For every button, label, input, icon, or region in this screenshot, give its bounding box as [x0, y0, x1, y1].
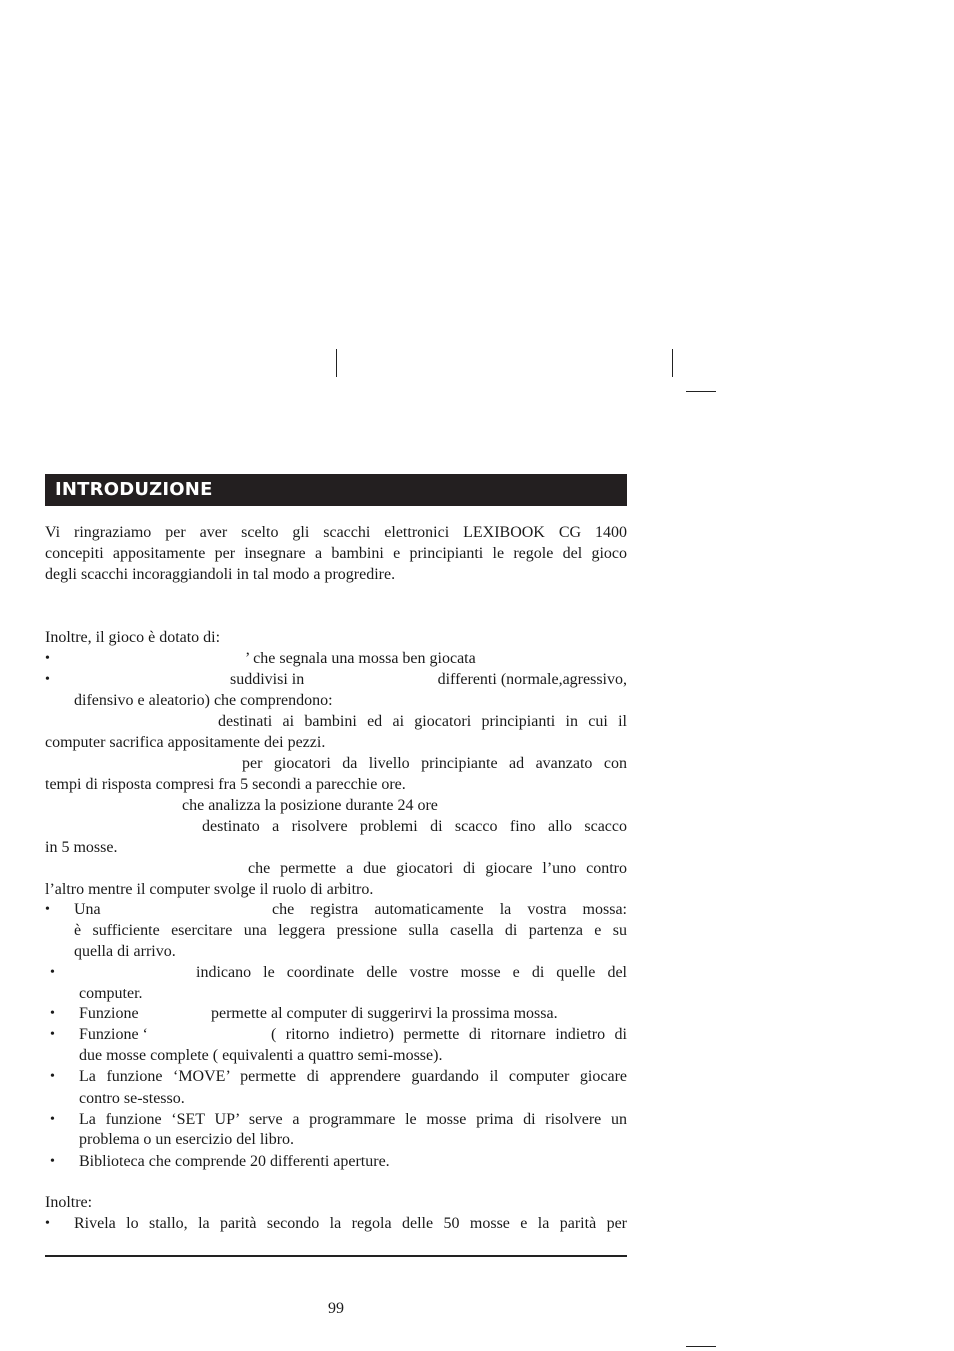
feature-2-text-c: difensivo e aleatorio) che comprendono: — [74, 692, 333, 709]
crop-mark-top-right — [686, 391, 716, 392]
feature-7-line-a — [79, 1066, 627, 1087]
feature-6-right-line — [271, 1024, 627, 1045]
mode-2-text-a: per giocatori da livello principiante ad avanzato con — [242, 755, 627, 772]
mode-5-line-a — [248, 858, 627, 879]
bullet-4: • — [50, 965, 55, 980]
intro-text-1: Vi ringraziamo per aver scelto gli scacchi elettronici LEXIBOOK CG 1400 — [45, 524, 627, 541]
feature-4-line-b: computer. — [79, 985, 143, 1002]
section-header — [45, 474, 627, 506]
mode-1-line-b: computer sacrifica appositamente dei pezzi. — [45, 734, 326, 751]
mode-2-line-b: tempi di risposta compresi fra 5 secondi a parecchie ore. — [45, 776, 406, 793]
also-1-text: Rivela lo stallo, la parità secondo la regola delle 50 mosse e la parità per — [74, 1215, 627, 1232]
crop-mark-left — [336, 349, 337, 377]
feature-7-line-b: contro se-stesso. — [79, 1090, 185, 1107]
intro-text-2: concepiti appositamente per insegnare a bambini e principianti le regole del gioco — [45, 545, 627, 562]
crop-mark-right — [672, 349, 673, 377]
feature-2-text-a: suddivisi in — [230, 671, 305, 688]
feature-3-left: Una — [74, 901, 101, 918]
bullet-6: • — [50, 1027, 55, 1042]
bullet-9: • — [50, 1154, 55, 1169]
mode-5-text-a: che permette a due giocatori di giocare l’uno contro — [248, 860, 627, 877]
feature-3-text-b: è sufficiente esercitare una leggera pressione sulla casella di partenza e su — [74, 922, 627, 939]
mode-4-text-a: destinato a risolvere problemi di scacco fino allo scacco — [202, 818, 627, 835]
intro-line-1 — [45, 522, 627, 543]
feature-8-line-b: problema o un esercizio del libro. — [79, 1131, 295, 1148]
mode-4-line-a — [202, 816, 627, 837]
bullet-8: • — [50, 1112, 55, 1127]
mode-1-line-a — [218, 711, 627, 732]
crop-mark-bottom-right — [686, 1346, 716, 1347]
feature-3-line-c: quella di arrivo. — [74, 943, 176, 960]
bullet-3: • — [45, 902, 50, 917]
feature-8-line-a — [79, 1109, 627, 1130]
also-1-line — [74, 1213, 627, 1234]
feature-3-right: che registra automaticamente la vostra mossa: — [272, 901, 627, 918]
feature-9-text: Biblioteca che comprende 20 differenti aperture. — [79, 1153, 390, 1170]
feature-4-text-a: indicano le coordinate delle vostre mosse e di quelle del — [196, 964, 627, 981]
mode-5-line-b: l’altro mentre il computer svolge il ruolo di arbitro. — [45, 881, 374, 898]
intro-line-2 — [45, 543, 627, 564]
mode-1-text-a: destinati ai bambini ed ai giocatori principianti in cui il — [218, 713, 627, 730]
feature-6-left: Funzione ‘ — [79, 1026, 148, 1043]
feature-5-left: Funzione — [79, 1005, 139, 1022]
bullet-5: • — [50, 1006, 55, 1021]
features-heading: Inoltre, il gioco è dotato di: — [45, 629, 221, 646]
feature-3-line-b — [74, 920, 627, 941]
also-heading: Inoltre: — [45, 1194, 93, 1211]
footer-rule — [45, 1255, 627, 1257]
feature-6-line-b: due mosse complete ( equivalenti a quattro semi-mosse). — [79, 1047, 443, 1064]
feature-2-text-b: differenti (normale,agressivo, — [437, 671, 627, 688]
intro-line-3: degli scacchi incoraggiandoli in tal modo a progredire. — [45, 566, 396, 583]
bullet-1: • — [45, 651, 50, 666]
bullet-2: • — [45, 672, 50, 687]
bullet-7: • — [50, 1069, 55, 1084]
section-title: INTRODUZIONE — [55, 479, 213, 500]
feature-6-right: ( ritorno indietro) permette di ritornare indietro di — [271, 1026, 627, 1043]
feature-8-text-a: La funzione ‘SET UP’ serve a programmare le mosse prima di risolvere un — [79, 1111, 627, 1128]
mode-2-line-a — [242, 753, 627, 774]
feature-3-right-line — [272, 899, 627, 920]
page-number: 99 — [328, 1300, 344, 1317]
feature-4-line-a — [196, 962, 627, 983]
mode-4-line-b: in 5 mosse. — [45, 839, 118, 856]
feature-1-text: ’ che segnala una mossa ben giocata — [245, 650, 476, 667]
feature-7-text-a: La funzione ‘MOVE’ permette di apprendere guardando il computer giocare — [79, 1068, 627, 1085]
feature-5-right: permette al computer di suggerirvi la prossima mossa. — [211, 1005, 558, 1022]
bullet-10: • — [45, 1216, 50, 1231]
mode-3-line: che analizza la posizione durante 24 ore — [182, 797, 438, 814]
